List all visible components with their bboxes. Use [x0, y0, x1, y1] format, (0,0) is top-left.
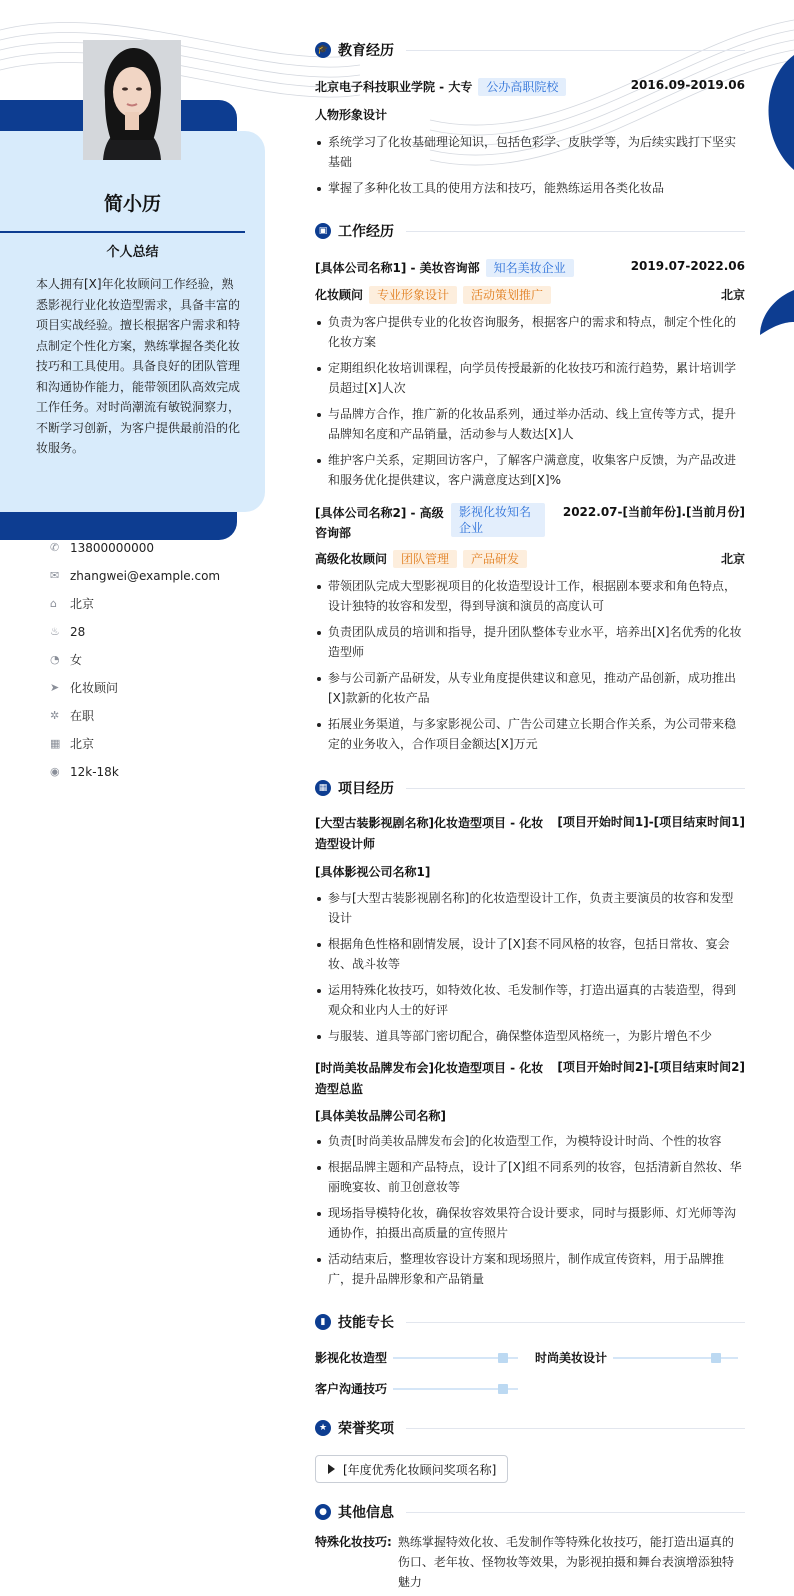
job-1-header: [具体公司名称1] - 美妆咨询部 知名美妆企业 2019.07-2022.06 [315, 259, 745, 275]
contact-email: ✉ zhangwei@example.com [50, 569, 221, 583]
list-item: 系统学习了化妆基础理论知识，包括色彩学、皮肤学等，为后续实践打下坚实基础 [315, 132, 745, 172]
project-1-header: [大型古装影视剧名称]化妆造型项目 - 化妆造型设计师 [项目开始时间1]-[项目结束时间1] [315, 815, 745, 851]
section-other: ● 其他信息 [315, 1502, 745, 1522]
role-tag: 产品研发 [463, 550, 527, 568]
other-info-value: 熟练掌握特效化妆、毛发制作等特殊化妆技巧，能打造出逼真的伤口、老年妆、怪物妆等效果，为影视拍摄和舞台表演增添独特魅力 [397, 1535, 734, 1589]
company-tag: 影视化妆知名企业 [451, 503, 545, 537]
grid-icon: ▦ [315, 780, 331, 796]
project-1-bullets [315, 888, 745, 1052]
job-period: 2022.07-[当前年份].[当前月份] [562, 505, 745, 519]
cake-icon: ♨ [50, 625, 60, 638]
contact-location: ⌂ 北京 [50, 597, 95, 611]
role-tag: 专业形象设计 [369, 286, 457, 304]
project-2-company: [具体美妆品牌公司名称] [315, 1109, 446, 1123]
list-item: 掌握了多种化妆工具的使用方法和技巧，能熟练运用各类化妆品 [315, 178, 745, 198]
project-period: [项目开始时间1]-[项目结束时间1] [557, 815, 745, 829]
skills-row-2 [315, 1380, 745, 1396]
list-item: 负责为客户提供专业的化妆咨询服务，根据客户的需求和特点，制定个性化的化妆方案 [315, 312, 745, 352]
list-item: 与品牌方合作，推广新的化妆品系列，通过举办活动、线上宣传等方式，提升品牌知名度和产品销量，活动参与人数达[X]人 [315, 404, 745, 444]
bar-chart-icon: ▮ [315, 1314, 331, 1330]
list-item: 活动结束后，整理妆容设计方案和现场照片，制作成宣传资料，用于品牌推广，提升品牌形象和产品销量 [315, 1249, 745, 1289]
list-item: 与服装、道具等部门密切配合，确保整体造型风格统一，为影片增色不少 [315, 1026, 745, 1046]
skill-level-bar [393, 1357, 518, 1359]
send-icon: ➤ [50, 681, 60, 694]
job-2-header: [具体公司名称2] - 高级咨询部影视化妆知名企业 2022.07-[当前年份].[当前月份] [315, 505, 745, 540]
contact-salary: ◉ 12k-18k [50, 765, 119, 779]
list-item: 参与公司新产品研发，从专业角度提供建议和意见，推动产品创新，成功推出[X]款新的化妆产品 [315, 668, 745, 708]
skill-level-bar [613, 1357, 738, 1359]
contact-gender: ◔ 女 [50, 653, 83, 667]
education-bullets [315, 132, 745, 204]
contact-position: ➤ 化妆顾问 [50, 681, 119, 695]
list-item: 维护客户关系，定期回访客户，了解客户满意度，收集客户反馈，为产品改进和服务优化提供建议，客户满意度达到[X]% [315, 450, 745, 490]
section-education: 🎓 教育经历 [315, 40, 745, 60]
phone-icon: ✆ [50, 541, 60, 554]
contact-city: ▦ 北京 [50, 737, 95, 751]
job-1-role: 化妆顾问 专业形象设计 活动策划推广 北京 [315, 288, 745, 302]
education-period: 2016.09-2019.06 [630, 78, 745, 92]
mail-icon: ✉ [50, 569, 60, 582]
contact-phone: ✆ 13800000000 [50, 541, 154, 555]
role-tag: 团队管理 [393, 550, 457, 568]
other-info-label: 特殊化妆技巧: [315, 1535, 392, 1549]
school-name: 北京电子科技职业学院 - 大专 [315, 80, 473, 94]
list-item: 根据品牌主题和产品特点，设计了[X]组不同系列的妆容，包括清新自然妆、华丽晚宴妆、前卫创意妆等 [315, 1157, 745, 1197]
job-city: 北京 [720, 288, 745, 302]
other-info [315, 1532, 745, 1592]
skill-item: 时尚美妆设计 [535, 1349, 738, 1366]
list-item: 根据角色性格和剧情发展，设计了[X]套不同风格的妆容，包括日常妆、宴会妆、战斗妆等 [315, 934, 745, 974]
project-1-company: [具体影视公司名称1] [315, 865, 431, 879]
skills-row-1 [315, 1349, 745, 1365]
gender-icon: ◔ [50, 653, 60, 666]
skill-item: 客户沟通技巧 [315, 1380, 518, 1397]
list-item: 拓展业务渠道，与多家影视公司、广告公司建立长期合作关系，为公司带来稳定的业务收入，合作项目金额达[X]万元 [315, 714, 745, 754]
salary-icon: ◉ [50, 765, 60, 778]
list-item: 参与[大型古装影视剧名称]的化妆造型设计工作，负责主要演员的妆容和发型设计 [315, 888, 745, 928]
job-city: 北京 [720, 552, 745, 566]
list-item: 定期组织化妆培训课程，向学员传授最新的化妆技巧和流行趋势，累计培训学员超过[X]人次 [315, 358, 745, 398]
resume-name: 简小历 [103, 193, 161, 215]
contact-age: ♨ 28 [50, 625, 86, 639]
job-period: 2019.07-2022.06 [630, 259, 745, 273]
graduation-cap-icon: 🎓 [315, 42, 331, 58]
list-item: 运用特殊化妆技巧，如特效化妆、毛发制作等，打造出逼真的古装造型，得到观众和业内人士的好评 [315, 980, 745, 1020]
project-2-bullets [315, 1131, 745, 1295]
skill-level-bar [393, 1388, 518, 1390]
job-2-bullets [315, 576, 745, 760]
section-awards: ★ 荣誉奖项 [315, 1418, 745, 1438]
education-major: 人物形象设计 [315, 108, 388, 122]
job-1-bullets [315, 312, 745, 496]
list-item: 带领团队完成大型影视项目的化妆造型设计工作，根据剧本要求和角色特点，设计独特的妆容和发型，得到导演和演员的高度认可 [315, 576, 745, 616]
project-period: [项目开始时间2]-[项目结束时间2] [557, 1060, 745, 1074]
section-projects: ▦ 项目经历 [315, 778, 745, 798]
education-header [315, 78, 745, 96]
skill-item: 影视化妆造型 [315, 1349, 518, 1366]
summary-text: 本人拥有[X]年化妆顾问工作经验，熟悉影视行业化妆造型需求，具备丰富的项目实战经验。擅长根据客户需求和特点制定个性化方案，熟练掌握各类化妆技巧和工具使用。具备良好的团队管理和沟通协作能力，能带领团队高效完成工作任务。对时尚潮流有敏锐洞察力，不断学习创新，为客户提供最前沿的化妆服务。 [36, 277, 241, 455]
job-2-role: 高级化妆顾问 团队管理 产品研发 北京 [315, 552, 745, 566]
building-icon: ▦ [50, 737, 61, 750]
status-icon: ✲ [50, 709, 60, 722]
school-tag: 公办高职院校 [478, 78, 566, 96]
list-item: 负责团队成员的培训和指导，提升团队整体专业水平，培养出[X]名优秀的化妆造型师 [315, 622, 745, 662]
briefcase-icon: ▣ [315, 223, 331, 239]
section-skills: ▮ 技能专长 [315, 1312, 745, 1332]
name-divider [0, 231, 245, 233]
home-icon: ⌂ [50, 597, 57, 610]
play-triangle-icon [328, 1464, 335, 1474]
contact-list [50, 541, 260, 793]
award-item[interactable]: [年度优秀化妆顾问奖项名称] [315, 1455, 508, 1483]
company-tag: 知名美妆企业 [486, 259, 574, 277]
section-work: ▣ 工作经历 [315, 221, 745, 241]
contact-status: ✲ 在职 [50, 709, 95, 723]
avatar [83, 40, 181, 160]
project-2-header: [时尚美妆品牌发布会]化妆造型项目 - 化妆造型总监 [项目开始时间2]-[项目结束时间2] [315, 1060, 745, 1096]
trophy-icon: ★ [315, 1420, 331, 1436]
role-tag: 活动策划推广 [463, 286, 551, 304]
list-item: 负责[时尚美妆品牌发布会]的化妆造型工作，为模特设计时尚、个性的妆容 [315, 1131, 745, 1151]
summary-title: 个人总结 [106, 245, 159, 260]
list-item: 现场指导模特化妆，确保妆容效果符合设计要求，同时与摄影师、灯光师等沟通协作，拍摄出高质量的宣传照片 [315, 1203, 745, 1243]
info-icon: ● [315, 1504, 331, 1520]
